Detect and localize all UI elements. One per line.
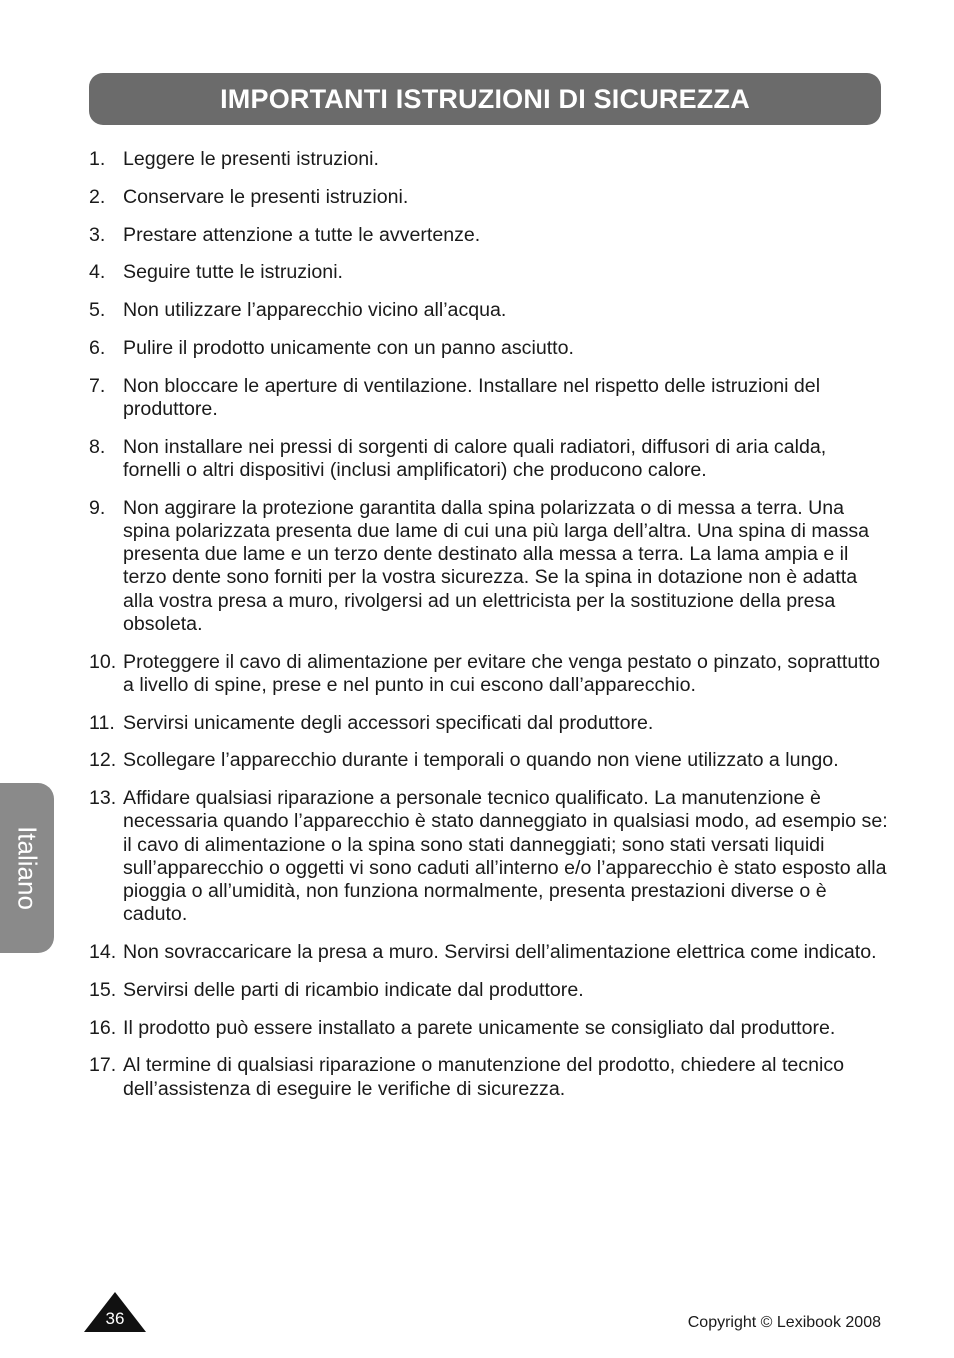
item-text: Servirsi unicamente degli accessori specificati dal produttore.: [123, 711, 654, 734]
item-number: 4.: [89, 261, 106, 284]
item-number: 8.: [89, 435, 106, 458]
item-text: Non installare nei pressi di sorgenti di calore quali radiatori, diffusori di aria calda, fornelli o altri dispositivi (inclusi amplificatori) che producono calore.: [123, 435, 827, 481]
item-text: Seguire tutte le istruzioni.: [123, 261, 343, 284]
list-item: [89, 787, 889, 926]
list-item: [89, 941, 889, 964]
list-item: [89, 148, 889, 171]
item-number: 12.: [89, 749, 117, 772]
section-title: IMPORTANTI ISTRUZIONI DI SICUREZZA: [220, 83, 750, 114]
copyright-notice: Copyright © Lexibook 2008: [687, 1314, 881, 1331]
item-text: Al termine di qualsiasi riparazione o manutenzione del prodotto, chiedere al tecnico dell’assistenza di eseguire le verifiche di sicurezza.: [123, 1054, 845, 1100]
page-number-badge: [84, 1292, 146, 1332]
language-tab-label: Italiano: [12, 826, 43, 910]
list-item: [89, 375, 889, 421]
list-item: [89, 337, 889, 360]
item-number: 13.: [89, 787, 117, 810]
item-text: Conservare le presenti istruzioni.: [123, 185, 409, 208]
item-text: Prestare attenzione a tutte le avvertenze.: [123, 223, 481, 246]
language-side-tab: [0, 783, 54, 953]
item-number: 1.: [89, 148, 106, 170]
item-number: 3.: [89, 223, 106, 246]
list-item: [89, 1017, 889, 1040]
item-text: Affidare qualsiasi riparazione a personale tecnico qualificato. La manutenzione è necessaria quando l’apparecchio è stato danneggiato in qualsiasi modo, ad esempio se: il cavo di alimentazione o la spina sono stati danneggiati; sono stati versati liquidi sull’apparecchio o oggetti vi sono caduti all’interno e/o l’apparecchio è stato esposto alla pioggia o all’umidità, non funziona normalmente, presenta prestazioni diverse o è caduto.: [123, 787, 888, 926]
safety-instructions-list: [89, 148, 889, 1115]
item-text: Non bloccare le aperture di ventilazione. Installare nel rispetto delle istruzioni del produttore.: [123, 374, 821, 420]
item-number: 15.: [89, 978, 117, 1001]
list-item: [89, 712, 889, 735]
item-text: Servirsi delle parti di ricambio indicate dal produttore.: [123, 978, 584, 1001]
item-text: Non aggirare la protezione garantita dalla spina polarizzata o di messa a terra. Una spina polarizzata presenta due lame di cui una più larga dell’altra. Una spina di massa presenta due lame e un terzo dente destinato alla messa a terra. La lama ampia e il terzo dente sono forniti per la vostra sicurezza. Se la spina in dotazione non è adatta alla vostra presa a muro, rivolgersi ad un elettricista per la sostituzione della presa obsoleta.: [123, 496, 870, 635]
item-number: 11.: [89, 711, 115, 734]
item-number: 5.: [89, 299, 106, 322]
item-number: 6.: [89, 336, 106, 359]
list-item: [89, 497, 889, 636]
list-item: [89, 186, 889, 209]
page-number: 36: [105, 1309, 125, 1328]
item-text: Pulire il prodotto unicamente con un panno asciutto.: [123, 336, 574, 359]
section-title-bar: [89, 73, 881, 125]
item-number: 2.: [89, 185, 106, 208]
list-item: [89, 979, 889, 1002]
item-text: Scollegare l’apparecchio durante i temporali o quando non viene utilizzato a lungo.: [123, 749, 839, 772]
item-number: 17.: [89, 1054, 117, 1077]
item-text: Proteggere il cavo di alimentazione per evitare che venga pestato o pinzato, soprattutto a livello di spine, prese e nel punto in cui escono dall’apparecchio.: [123, 650, 880, 696]
item-number: 16.: [89, 1016, 117, 1039]
list-item: [89, 651, 889, 697]
item-text: Non utilizzare l’apparecchio vicino all’acqua.: [123, 299, 507, 322]
item-number: 14.: [89, 941, 117, 963]
item-number: 10.: [89, 650, 117, 673]
list-item: [89, 749, 889, 772]
item-text: Leggere le presenti istruzioni.: [123, 148, 379, 170]
list-item: [89, 1054, 889, 1100]
list-item: [89, 261, 889, 284]
item-number: 7.: [89, 374, 106, 397]
list-item: [89, 224, 889, 247]
list-item: [89, 299, 889, 322]
item-text: Il prodotto può essere installato a parete unicamente se consigliato dal produttore.: [123, 1016, 836, 1039]
list-item: [89, 436, 889, 482]
item-text: Non sovraccaricare la presa a muro. Servirsi dell’alimentazione elettrica come indicato.: [123, 941, 877, 963]
item-number: 9.: [89, 496, 106, 519]
